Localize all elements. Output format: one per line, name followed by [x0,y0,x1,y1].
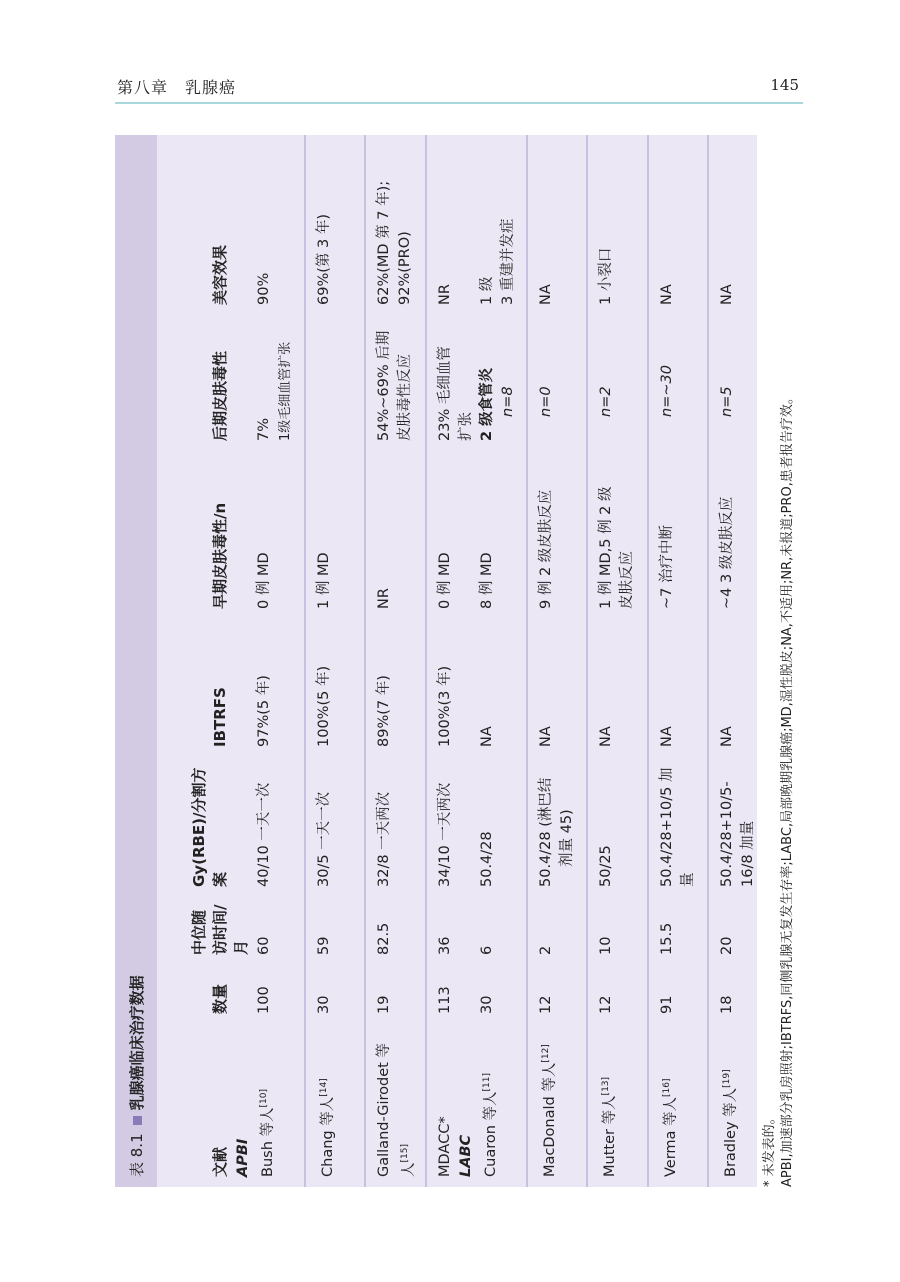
cell-n: 100 [256,986,272,1014]
cell-followup: 20 [719,936,735,955]
cell-ibtrfs: 100%(5 年) [316,665,332,747]
cell-followup: 10 [598,936,614,955]
group-label-apbi: APBI [235,1138,251,1177]
table-name: 乳腺癌临床治疗数据 [128,975,146,1111]
row-divider [425,135,427,1187]
col-header-ibtrfs: IBTRFS [211,687,229,747]
cell-early: 1 例 MD [316,552,332,609]
table-row: MacDonald 等人[12] [541,1044,558,1177]
footnotes [761,135,797,1187]
cell-late: 54%~69% 后期 [376,330,392,441]
cell-ibtrfs: NA [538,726,554,747]
cell-late: 23% 毛细血管 [437,346,453,441]
table-row: Bradley 等人[19] [722,1069,739,1177]
cell-ibtrfs: NA [479,726,495,747]
cell-dose: 32/8 一天两次 [376,791,392,887]
cell-late-n: n=8 [500,386,516,417]
cell-cosmetic: 90% [256,272,272,305]
cell-early: 8 例 MD [479,552,495,609]
col-header-followup: 中位随访时间/月 [190,904,250,955]
col-header-ref: 文献 [211,1146,229,1177]
row-divider [707,135,709,1187]
cell-n: 30 [479,995,495,1014]
cell-followup: 59 [316,936,332,955]
cell-followup: 82.5 [376,922,392,955]
cell-followup: 60 [256,936,272,955]
cell-early: NR [376,588,392,609]
cell-cosmetic: NR [437,284,453,305]
cell-n: 91 [659,995,675,1014]
cell-cosmetic: 69%(第 3 年) [316,214,332,305]
cell-cosmetic-2: 92%(PRO) [397,231,413,305]
cell-late-2: 皮肤毒性反应 [397,354,413,441]
cell-cosmetic: 1 级 [479,276,495,305]
cell-cosmetic: 1 小裂口 [598,247,614,305]
footnote-star: * 未发表的。 [762,1111,777,1187]
cell-cosmetic: NA [719,284,735,305]
cell-ibtrfs: NA [719,726,735,747]
cell-late: n=2 [598,386,614,417]
chapter-title: 第八章 乳腺癌 [117,78,237,97]
cell-early: 0 例 MD [256,552,272,609]
cell-dose-2: 16/8 加量 [740,820,756,887]
cell-n: 12 [598,995,614,1014]
cell-early: 9 例 2 级皮肤反应 [538,489,554,609]
cell-followup: 36 [437,936,453,955]
data-table [157,135,757,1187]
table-row: Mutter 等人[13] [601,1076,618,1177]
cell-early: 1 例 MD,5 例 2 级 [598,486,614,609]
row-divider [364,135,366,1187]
col-header-dose: Gy(RBE)/分割方案 [190,767,229,887]
table-row: MDACC* [437,1116,453,1177]
cell-late: 7% [256,417,272,441]
row-divider [647,135,649,1187]
cell-n: 12 [538,995,554,1014]
cell-cosmetic: 62%(MD 第 7 年); [376,180,392,305]
row-divider [304,135,306,1187]
table-row: Chang 等人[14] [319,1078,336,1177]
cell-cosmetic: NA [538,284,554,305]
cell-dose-2: 量 [680,872,696,887]
cell-ibtrfs: 97%(5 年) [256,675,272,747]
cell-late: n=0 [538,386,554,417]
table-title-bar [115,135,157,1187]
cell-n: 30 [316,995,332,1014]
cell-late: n=5 [719,386,735,417]
cell-dose: 34/10 一天两次 [437,782,453,887]
cell-early-2: 皮肤反应 [619,551,635,609]
cell-dose: 50.4/28 [479,831,495,887]
group-label-labc: LABC [458,1134,474,1177]
cell-dose: 40/10 一天一次 [256,782,272,887]
col-header-n: 数量 [211,983,229,1014]
cell-n: 18 [719,995,735,1014]
col-header-late: 后期皮肤毒性 [211,350,229,441]
cell-dose: 30/5 一天一次 [316,791,332,887]
cell-followup: 6 [479,945,495,955]
col-header-cosmetic: 美容效果 [211,244,229,305]
cell-late-2: 1级毛细血管扩张 [278,341,293,441]
cell-early: ~4 3 级皮肤反应 [719,496,735,609]
cell-early: 0 例 MD [437,552,453,609]
cell-dose: 50/25 [598,845,614,887]
cell-cosmetic: NA [659,284,675,305]
table-row: Galland-Girodet 等 [376,1043,392,1177]
table-row: Cuaron 等人[11] [482,1073,499,1177]
caption-square-icon [133,1116,142,1125]
cell-ibtrfs: 100%(3 年) [437,665,453,747]
cell-dose: 50.4/28 (淋巴结 [538,777,554,887]
page-header [115,72,803,104]
cell-n: 19 [376,995,392,1014]
row-divider [586,135,588,1187]
col-header-early: 早期皮肤毒性/n [211,502,229,609]
table-caption: 表 8.1 [128,1133,146,1177]
cell-dose-2: 剂量 45) [559,809,575,867]
page-number: 145 [770,76,799,94]
cell-late-2: 扩张 [458,412,474,441]
cell-ibtrfs: NA [659,726,675,747]
table-row-cont: 人[15] [400,1144,417,1177]
cell-n: 113 [437,986,453,1014]
cell-ibtrfs: 89%(7 年) [376,675,392,747]
cell-ibtrfs: NA [598,726,614,747]
cell-cosmetic-2: 3 重建并发症 [500,218,516,305]
table-row: Verma 等人[16] [662,1078,679,1177]
cell-dose: 50.4/28+10/5- [719,781,735,887]
row-divider [526,135,528,1187]
cell-dose: 50.4/28+10/5 加 [659,767,675,887]
cell-late: n=~30 [659,365,675,417]
cell-followup: 15.5 [659,922,675,955]
cell-early: ~7 治疗中断 [659,525,675,609]
cell-followup: 2 [538,945,554,955]
rotated-table-block [115,135,795,1187]
table-row: Bush 等人[10] [259,1089,276,1177]
cell-late: 2 级食管炎 [479,367,495,441]
footnote-abbrev: APBI,加速部分乳房照射;IBTRFS,同侧乳腺无复发生存率;LABC,局部晚期乳腺癌;MD,湿性脱皮;NA,不适用;NR,未报道;PRO,患者报告疗效。 [780,391,795,1187]
